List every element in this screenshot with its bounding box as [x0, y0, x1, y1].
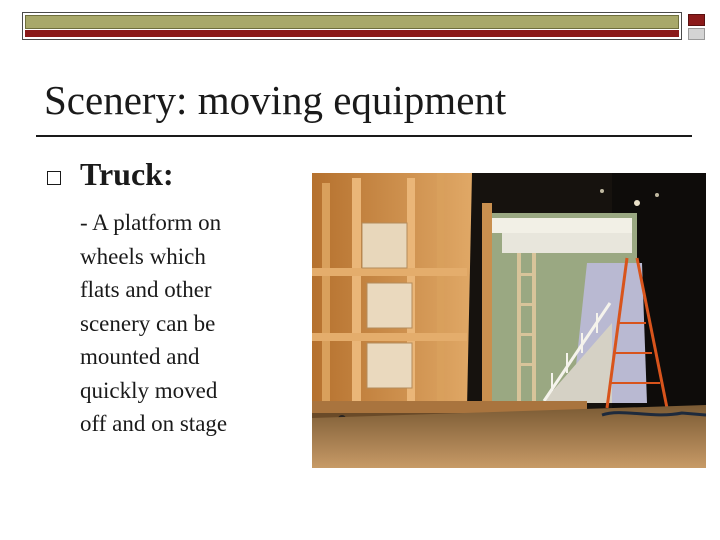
body-line: off and on stage	[80, 411, 228, 436]
body-line: mounted and	[80, 344, 200, 369]
body-line: quickly moved	[80, 377, 218, 403]
top-decorative-bar	[22, 12, 682, 40]
body-line: - A platform on	[80, 210, 222, 235]
bullet-square-icon	[47, 171, 61, 185]
bullet-heading: Truck:	[80, 156, 174, 192]
title-underline	[36, 135, 692, 137]
corner-red-square	[688, 14, 705, 26]
top-bar-red-band	[25, 30, 679, 37]
slide-title: Scenery: moving equipment	[44, 77, 507, 123]
corner-gray-square	[688, 28, 705, 40]
body-line: wheels which	[80, 243, 206, 269]
body-line: scenery can be	[80, 310, 216, 336]
stage-scenery-photo	[312, 173, 706, 468]
bullet-body	[80, 206, 305, 441]
top-bar-olive-band	[25, 15, 679, 29]
body-line: flats and other	[80, 277, 212, 302]
